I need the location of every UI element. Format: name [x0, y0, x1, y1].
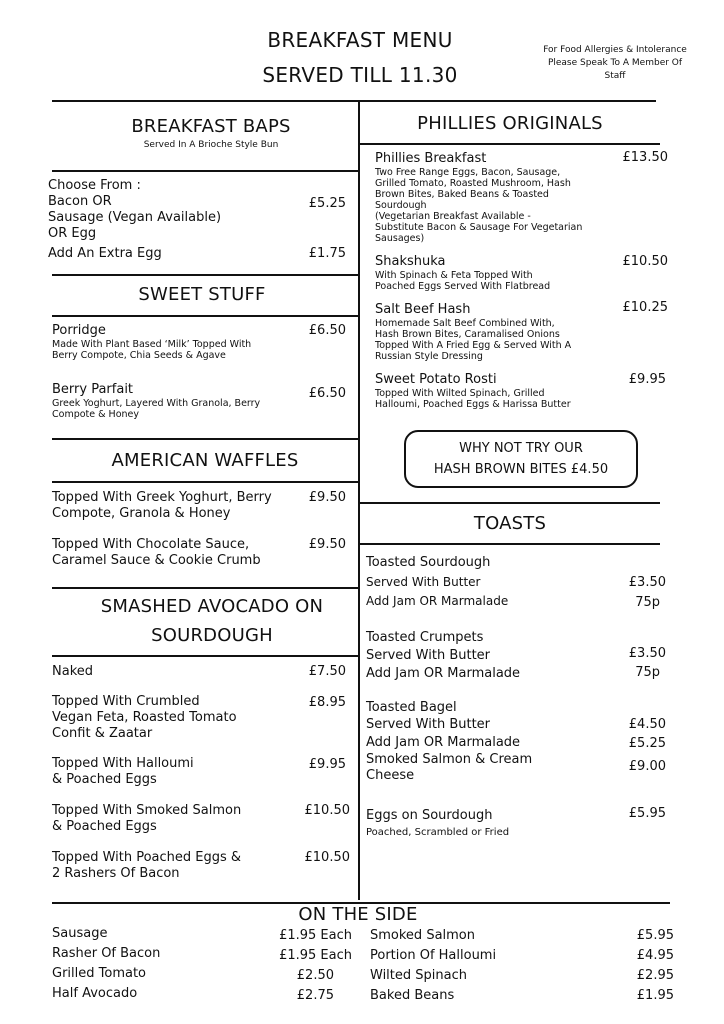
menu-item: Salt Beef Hash Homemade Salt Beef Combined With, Hash Brown Bites, Caramalised Onions Topped With A Fried Egg & Served With A Russian Style Dressing	[375, 302, 572, 362]
item-price: £5.25	[628, 736, 666, 751]
divider	[52, 438, 358, 440]
item-price: £7.50	[308, 664, 346, 679]
toast-option: Served With Butter	[366, 575, 481, 589]
side-item: Sausage	[52, 926, 108, 941]
side-price: £2.95	[636, 968, 674, 983]
side-item: Grilled Tomato	[52, 966, 147, 981]
item-price: £9.50	[308, 537, 346, 552]
item-price: 75p	[635, 595, 660, 610]
side-item: Half Avocado	[52, 986, 138, 1001]
item-price: £9.50	[308, 490, 346, 505]
baps-choices: Choose From : Bacon OR Sausage (Vegan Available) OR Egg	[48, 178, 222, 241]
item-price: 75p	[635, 665, 660, 680]
item-price: £9.95	[628, 372, 666, 387]
sweet-stuff-title: SWEET STUFF	[138, 284, 266, 305]
item-price: £6.50	[308, 386, 346, 401]
toast-name: Eggs on Sourdough	[366, 808, 493, 823]
toast-name: Toasted Sourdough	[366, 555, 491, 570]
side-price: £4.95	[636, 948, 674, 963]
toast-option: Add Jam OR Marmalade	[366, 666, 521, 681]
breakfast-baps-title: BREAKFAST BAPS	[131, 116, 291, 137]
item-price: £5.95	[628, 806, 666, 821]
on-the-side-title: ON THE SIDE	[298, 904, 418, 925]
item-price: £9.95	[308, 757, 346, 772]
toast-option: Add Jam OR Marmalade	[366, 594, 509, 608]
divider	[360, 143, 660, 145]
breakfast-baps-subtitle: Served In A Brioche Style Bun	[143, 140, 279, 150]
item-price: £10.25	[622, 300, 668, 315]
menu-item: Porridge Made With Plant Based ‘Milk’ Topped With Berry Compote, Chia Seeds & Agave	[52, 323, 252, 361]
item-price: £10.50	[622, 254, 668, 269]
menu-item: Shakshuka With Spinach & Feta Topped With Poached Eggs Served With Flatbread	[375, 254, 551, 292]
side-item: Baked Beans	[370, 988, 455, 1003]
divider	[52, 274, 358, 276]
allergy-note: For Food Allergies & Intolerance Please Speak To A Member Of Staff	[543, 45, 687, 81]
column-divider	[358, 100, 360, 900]
item-price: £8.95	[308, 695, 346, 710]
avocado-title-line2: SOURDOUGH	[151, 625, 273, 646]
item-price: £3.50	[628, 646, 666, 661]
item-price: £13.50	[622, 150, 668, 165]
menu-item: Topped With Halloumi & Poached Eggs	[52, 756, 194, 787]
toast-option: Smoked Salmon & Cream Cheese	[366, 752, 533, 783]
divider	[52, 170, 358, 172]
side-item: Smoked Salmon	[370, 928, 476, 943]
menu-item: Topped With Smoked Salmon & Poached Eggs	[52, 803, 242, 834]
toast-desc: Poached, Scrambled or Fried	[366, 827, 510, 838]
side-price: £1.95 Each	[279, 948, 352, 963]
item-price: £6.50	[308, 323, 346, 338]
menu-title: BREAKFAST MENU	[267, 28, 453, 52]
served-till-title: SERVED TILL 11.30	[262, 63, 458, 87]
toasts-title: TOASTS	[473, 513, 547, 534]
item-price: £9.00	[628, 759, 666, 774]
item-price: £10.50	[304, 803, 350, 818]
baps-price: £5.25	[308, 196, 346, 211]
phillies-title: PHILLIES ORIGINALS	[417, 113, 603, 134]
extra-egg-label: Add An Extra Egg	[48, 246, 162, 261]
side-price: £2.50	[296, 968, 334, 983]
toast-option: Served With Butter	[366, 648, 491, 663]
extra-egg-price: £1.75	[308, 246, 346, 261]
divider	[52, 315, 358, 317]
waffles-title: AMERICAN WAFFLES	[111, 450, 299, 471]
hash-brown-promo: WHY NOT TRY OUR HASH BROWN BITES £4.50	[404, 430, 638, 488]
divider	[52, 481, 358, 483]
side-item: Wilted Spinach	[370, 968, 467, 983]
side-item: Portion Of Halloumi	[370, 948, 497, 963]
divider	[52, 587, 358, 589]
side-price: £1.95	[636, 988, 674, 1003]
divider	[52, 655, 358, 657]
divider	[360, 543, 660, 545]
avocado-title: SMASHED AVOCADO ON	[100, 596, 324, 617]
side-price: £2.75	[296, 988, 334, 1003]
toast-name: Toasted Bagel	[366, 700, 457, 715]
menu-item: Topped With Greek Yoghurt, Berry Compote, Granola & Honey	[52, 490, 272, 521]
divider	[360, 502, 660, 504]
menu-item: Topped With Chocolate Sauce, Caramel Sauce & Cookie Crumb	[52, 537, 261, 568]
menu-item: Phillies Breakfast Two Free Range Eggs, Bacon, Sausage, Grilled Tomato, Roasted Mushroom, Hash Brown Bites, Baked Beans & Toasted Sourdough (Vegetarian Breakfast Available - Substitute Bacon & Sausage For Vegetarian Sausages)	[375, 151, 583, 244]
side-item: Rasher Of Bacon	[52, 946, 161, 961]
item-price: £10.50	[304, 850, 350, 865]
divider	[52, 100, 656, 102]
menu-item: Sweet Potato Rosti Topped With Wilted Spinach, Grilled Halloumi, Poached Eggs & Harissa Butter	[375, 372, 571, 410]
toast-option: Served With Butter	[366, 717, 491, 732]
side-price: £1.95 Each	[279, 928, 352, 943]
toast-option: Add Jam OR Marmalade	[366, 735, 521, 750]
menu-item: Naked	[52, 664, 94, 679]
toast-name: Toasted Crumpets	[366, 630, 484, 645]
side-price: £5.95	[636, 928, 674, 943]
menu-item: Berry Parfait Greek Yoghurt, Layered With Granola, Berry Compote & Honey	[52, 382, 261, 420]
item-price: £4.50	[628, 717, 666, 732]
item-price: £3.50	[628, 575, 666, 590]
menu-item: Topped With Poached Eggs & 2 Rashers Of Bacon	[52, 850, 242, 881]
menu-item: Topped With Crumbled Vegan Feta, Roasted Tomato Confit & Zaatar	[52, 694, 237, 741]
